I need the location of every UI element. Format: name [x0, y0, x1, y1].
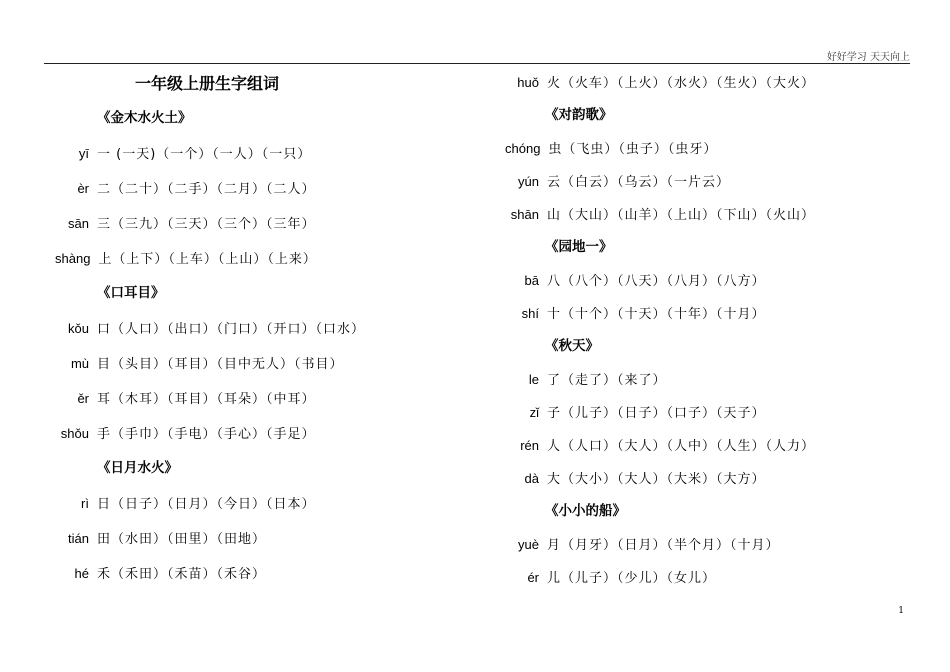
word-group: 了（走了）（来了）	[547, 373, 667, 388]
page-title: 一年级上册生字组词	[135, 74, 280, 93]
vocab-entry	[505, 396, 905, 429]
word-group: 耳（木耳）（耳目）（耳朵）（中耳）	[97, 392, 316, 407]
vocab-entry	[505, 198, 905, 231]
vocab-entry	[505, 561, 905, 594]
pinyin-label: ěr	[77, 391, 89, 406]
vocab-entry	[55, 241, 455, 276]
vocab-entry	[505, 165, 905, 198]
word-group: 云（白云）（乌云）（一片云）	[547, 175, 731, 190]
pinyin-label: bā	[524, 273, 539, 288]
vocab-entry	[505, 528, 905, 561]
word-group: 三（三九）（三天）（三个）（三年）	[97, 217, 316, 232]
word-group: 上（上下）（上车）（上山）（上来）	[98, 252, 317, 267]
word-group: 山（大山）（山羊）（上山）（下山）（火山）	[547, 208, 816, 223]
pinyin-label: shàng	[55, 251, 91, 266]
word-group: 目（头目）（耳目）（目中无人）（书目）	[97, 357, 344, 372]
pinyin-label: èr	[77, 181, 89, 196]
vocab-entry	[505, 264, 905, 297]
header-rule	[44, 63, 910, 64]
pinyin-label: shān	[510, 207, 539, 222]
vocab-entry	[55, 206, 455, 241]
word-group: 二（二十）（二手）（二月）（二人）	[97, 182, 316, 197]
word-group: 子（儿子）（日子）（口子）（天子）	[547, 406, 766, 421]
word-group: 日（日子）（日月）（今日）（日本）	[97, 497, 316, 512]
vocab-entry	[505, 462, 905, 495]
word-group: 田（水田）（田里）（田地）	[97, 532, 267, 547]
vocab-entry	[505, 66, 905, 99]
pinyin-label: yuè	[518, 537, 539, 552]
pinyin-label: le	[528, 372, 539, 387]
section-title: 《对韵歌》	[545, 107, 613, 123]
pinyin-label: zǐ	[529, 405, 539, 420]
pinyin-label: yún	[518, 174, 539, 189]
word-group: 大（大小）（大人）（大米）（大方）	[547, 472, 766, 487]
pinyin-label: dà	[524, 471, 539, 486]
pinyin-label: ér	[527, 570, 539, 585]
vocab-entry	[55, 381, 455, 416]
pinyin-label: hé	[74, 566, 89, 581]
word-group: 儿（儿子）（少儿）（女儿）	[547, 571, 717, 586]
pinyin-label: rén	[520, 438, 539, 453]
section-title: 《园地一》	[545, 239, 613, 255]
vocab-entry	[55, 136, 455, 171]
right-column	[505, 66, 905, 594]
pinyin-label: sān	[68, 216, 89, 231]
vocab-entry	[55, 311, 455, 346]
page-number: 1	[898, 606, 904, 616]
vocab-entry	[55, 486, 455, 521]
pinyin-label: yī	[78, 146, 89, 161]
word-group: 一 (一天)（一个）（一人）（一只）	[97, 147, 312, 162]
pinyin-label: chóng	[505, 141, 541, 156]
vocab-entry	[55, 556, 455, 591]
left-column	[55, 66, 455, 591]
word-group: 月（月牙）（日月）（半个月）（十月）	[547, 538, 780, 553]
word-group: 火（火车）（上火）（水火）（生火）（大火）	[547, 76, 816, 91]
word-group: 虫（飞虫）（虫子）（虫牙）	[548, 142, 718, 157]
section-title: 《日月水火》	[97, 460, 178, 476]
section-title: 《口耳目》	[97, 285, 165, 301]
vocab-entry	[505, 429, 905, 462]
pinyin-label: kǒu	[68, 321, 89, 336]
vocab-entry	[55, 346, 455, 381]
word-group: 禾（禾田）（禾苗）（禾谷）	[97, 567, 267, 582]
vocab-entry	[505, 132, 905, 165]
left-entry-list	[55, 101, 455, 591]
pinyin-label: shǒu	[60, 426, 89, 441]
pinyin-label: shí	[521, 306, 539, 321]
vocab-entry	[55, 521, 455, 556]
vocab-entry	[55, 171, 455, 206]
vocab-entry	[505, 363, 905, 396]
word-group: 口（人口）（出口）（门口）（开口）（口水）	[97, 322, 366, 337]
vocab-entry	[505, 297, 905, 330]
word-group: 十（十个）（十天）（十年）（十月）	[547, 307, 766, 322]
word-group: 手（手巾）（手电）（手心）（手足）	[97, 427, 316, 442]
section-title: 《秋天》	[545, 338, 599, 354]
pinyin-label: tián	[68, 531, 89, 546]
pinyin-label: huǒ	[517, 75, 539, 90]
header-text: 好好学习 天天向上	[826, 52, 910, 63]
word-group: 人（人口）（大人）（人中）（人生）（人力）	[547, 439, 816, 454]
vocab-entry	[55, 416, 455, 451]
section-title: 《小小的船》	[545, 503, 626, 519]
section-title: 《金木水火土》	[97, 110, 192, 126]
word-group: 八（八个）（八天）（八月）（八方）	[547, 274, 766, 289]
pinyin-label: mù	[70, 356, 89, 371]
right-entry-list	[505, 66, 905, 594]
pinyin-label: rì	[81, 496, 89, 511]
